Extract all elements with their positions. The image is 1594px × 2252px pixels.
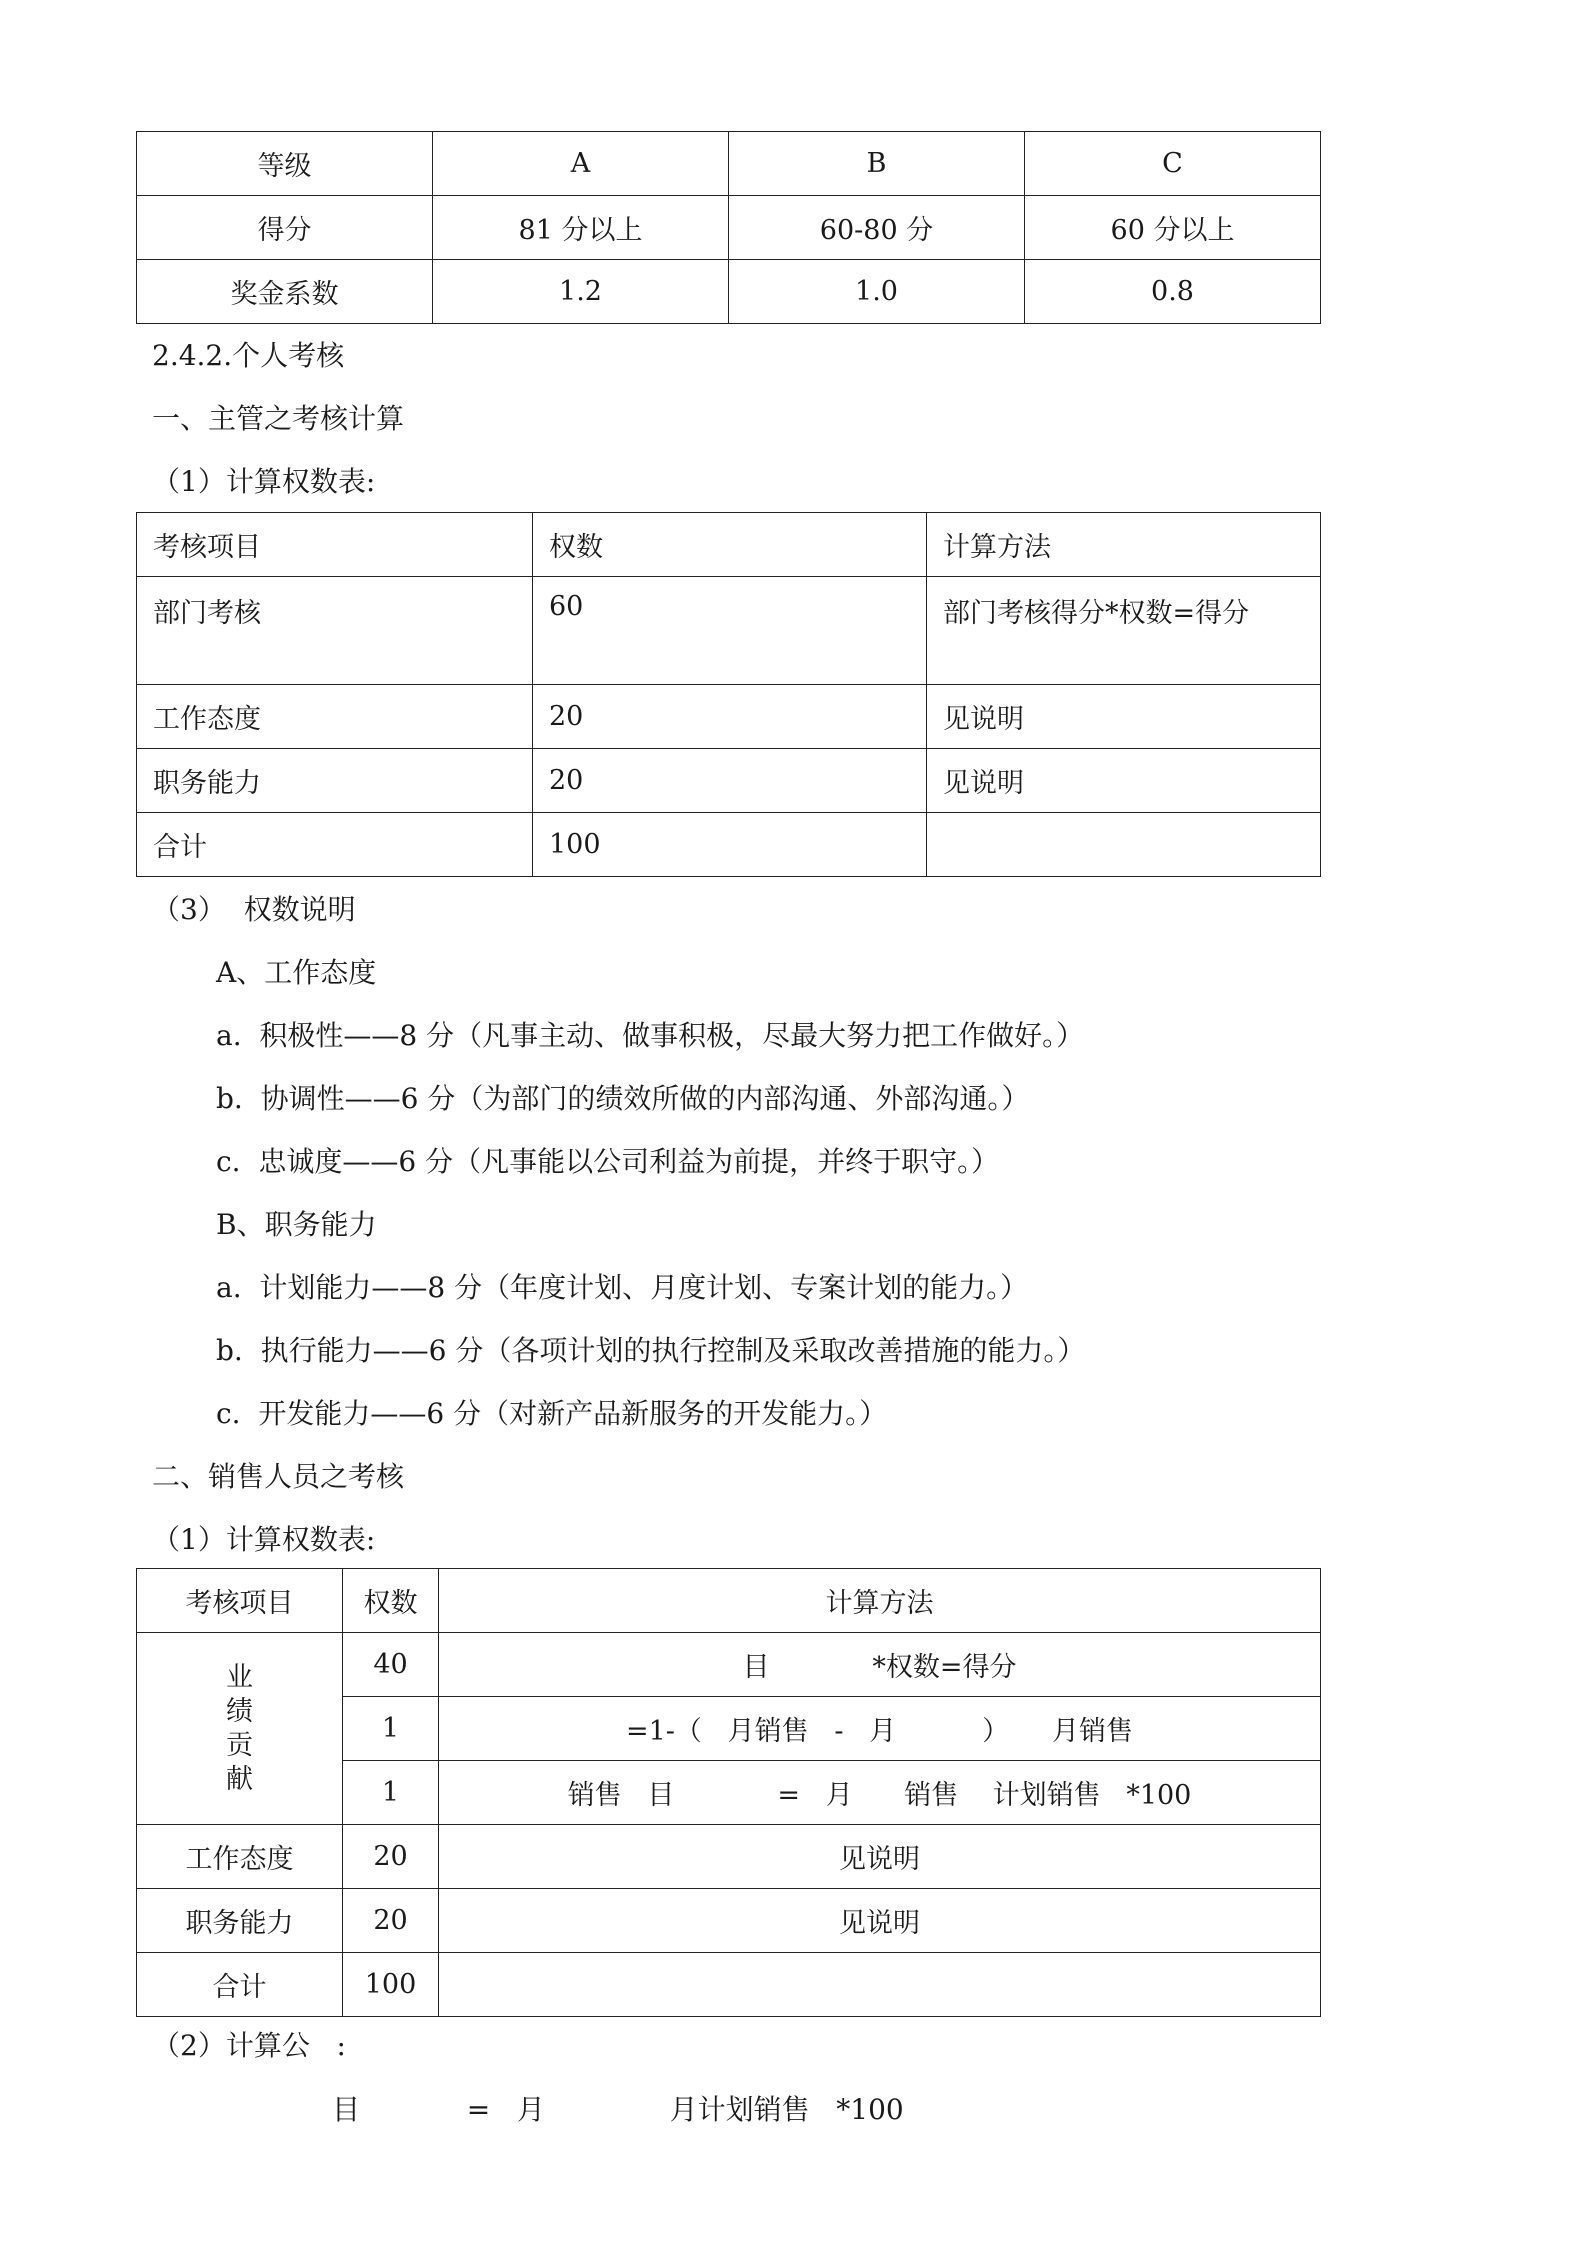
table-cell: 60 分以上 [1025, 196, 1321, 260]
table-cell: 部门考核得分*权数=得分 [927, 577, 1321, 685]
part-title: 二、销售人员之考核 [152, 1460, 405, 1493]
attitude-title: A、工作态度 [216, 956, 377, 989]
table-cell: 奖金系数 [137, 260, 433, 324]
table-cell: =1-（ 月销售 - 月 ） 月销售 [439, 1697, 1321, 1761]
table-cell [927, 813, 1321, 877]
table-row [137, 577, 1321, 685]
manager-weight-table [136, 512, 1321, 877]
table-cell: C [1025, 132, 1321, 196]
table-cell: 20 [533, 685, 927, 749]
table-row [137, 1825, 1321, 1889]
formula: 目 = 月 月计划销售 *100 [332, 2093, 904, 2126]
table-row [137, 685, 1321, 749]
section-heading: 2.4.2.个人考核 [152, 339, 345, 372]
table-cell: 见说明 [927, 749, 1321, 813]
table-cell: 职务能力 [137, 749, 533, 813]
table-cell: 销售 目 = 月 销售 计划销售 *100 [439, 1761, 1321, 1825]
column-header: 权数 [343, 1569, 439, 1633]
sales-weight-table [136, 1568, 1321, 2017]
table-cell: 1.2 [433, 260, 729, 324]
table-cell: 工作态度 [137, 1825, 343, 1889]
table-cell: 见说明 [439, 1889, 1321, 1953]
table-cell: A [433, 132, 729, 196]
vertical-label: 业绩贡献 [226, 1661, 253, 1795]
column-header: 计算方法 [439, 1569, 1321, 1633]
table-cell: 0.8 [1025, 260, 1321, 324]
merged-label-cell [137, 1633, 343, 1825]
table-header-row [137, 513, 1321, 577]
table-row [137, 260, 1321, 324]
table-row [137, 813, 1321, 877]
table-cell: 得分 [137, 196, 433, 260]
table-row [137, 196, 1321, 260]
grade-table [136, 131, 1321, 324]
column-header: 考核项目 [137, 513, 533, 577]
subheading: （1）计算权数表: [152, 1523, 376, 1556]
table-cell: 目 *权数=得分 [439, 1633, 1321, 1697]
list-item: b. 协调性——6 分（为部门的绩效所做的内部沟通、外部沟通。） [216, 1082, 1030, 1115]
list-item: c. 开发能力——6 分（对新产品新服务的开发能力。） [216, 1397, 888, 1430]
table-cell: 81 分以上 [433, 196, 729, 260]
column-header: 考核项目 [137, 1569, 343, 1633]
table-header-row [137, 1569, 1321, 1633]
table-cell: 合计 [137, 813, 533, 877]
table-cell: 职务能力 [137, 1889, 343, 1953]
table-cell: 60-80 分 [729, 196, 1025, 260]
table-cell: 20 [533, 749, 927, 813]
table-cell: 等级 [137, 132, 433, 196]
table-row [137, 132, 1321, 196]
table-cell: 100 [533, 813, 927, 877]
table-cell: 见说明 [439, 1825, 1321, 1889]
list-item: b. 执行能力——6 分（各项计划的执行控制及采取改善措施的能力。） [216, 1334, 1086, 1367]
table-cell: 1 [343, 1697, 439, 1761]
subheading: （1）计算权数表: [152, 465, 376, 498]
table-cell: 工作态度 [137, 685, 533, 749]
table-cell: 20 [343, 1889, 439, 1953]
table-cell [439, 1953, 1321, 2017]
table-row [137, 1633, 1321, 1697]
list-item: a. 积极性——8 分（凡事主动、做事积极，尽最大努力把工作做好。） [216, 1019, 1085, 1052]
table-cell: 合计 [137, 1953, 343, 2017]
subheading: （2）计算公 : [152, 2029, 346, 2062]
table-cell: 20 [343, 1825, 439, 1889]
table-cell: 部门考核 [137, 577, 533, 685]
subheading: （3） 权数说明 [152, 893, 356, 926]
list-item: c. 忠诚度——6 分（凡事能以公司利益为前提，并终于职守。） [216, 1145, 1000, 1178]
table-cell: 1.0 [729, 260, 1025, 324]
table-row [137, 1953, 1321, 2017]
column-header: 计算方法 [927, 513, 1321, 577]
table-row [137, 1889, 1321, 1953]
list-item: a. 计划能力——8 分（年度计划、月度计划、专案计划的能力。） [216, 1271, 1029, 1304]
part-title: 一、主管之考核计算 [152, 402, 405, 435]
table-cell: 40 [343, 1633, 439, 1697]
table-cell: 100 [343, 1953, 439, 2017]
table-cell: 1 [343, 1761, 439, 1825]
table-row [137, 749, 1321, 813]
table-cell: B [729, 132, 1025, 196]
column-header: 权数 [533, 513, 927, 577]
ability-title: B、职务能力 [216, 1208, 377, 1241]
table-cell: 60 [533, 577, 927, 685]
table-cell: 见说明 [927, 685, 1321, 749]
